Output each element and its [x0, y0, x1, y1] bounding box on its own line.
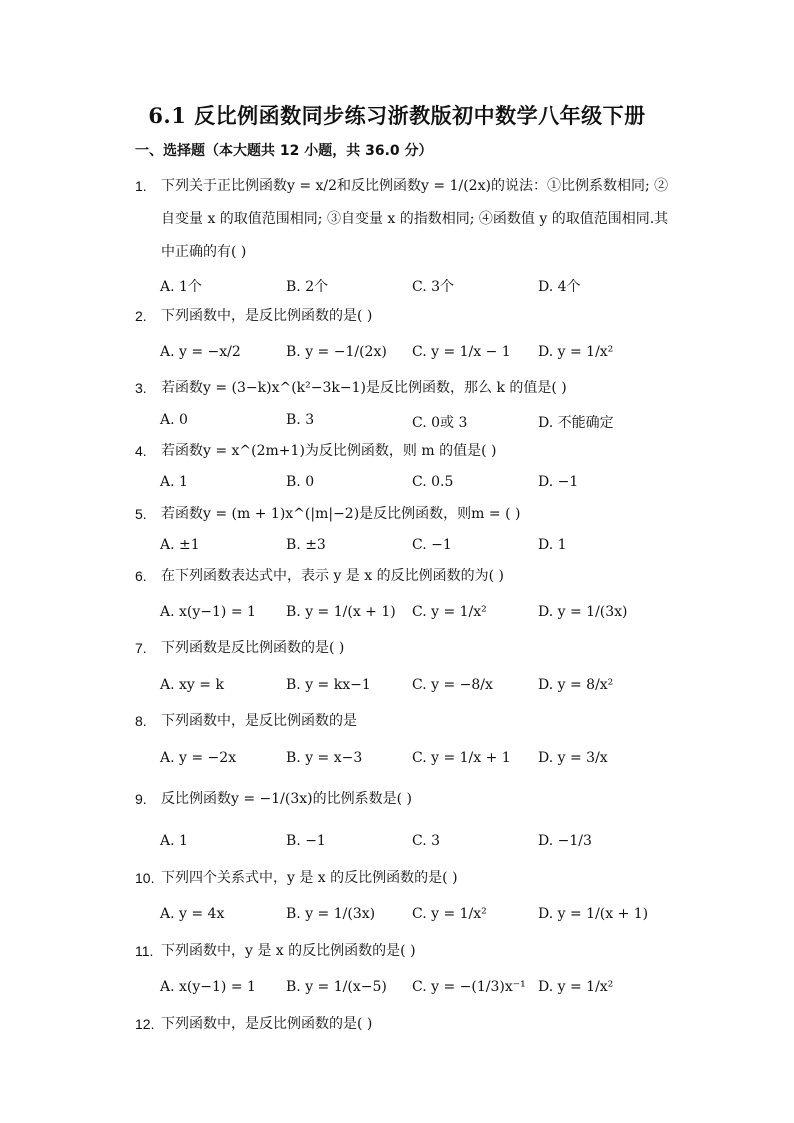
option-c[interactable]: C. 3	[412, 833, 441, 849]
option-a[interactable]: A. x(y−1) = 1	[160, 604, 256, 620]
option-a[interactable]: A. ±1	[160, 537, 200, 553]
option-d[interactable]: D. y = 1/x²	[538, 344, 614, 360]
option-d[interactable]: D. y = 8/x²	[538, 677, 614, 693]
question-number: 5.	[135, 506, 147, 522]
question-text: 若函数y = (m + 1)x^(|m|−2)是反比例函数，则m = ( )	[161, 506, 521, 522]
question-text: 下列函数中，是反比例函数的是( )	[161, 1016, 373, 1032]
option-d[interactable]: D. −1/3	[538, 833, 592, 849]
option-a[interactable]: A. 1个	[160, 279, 202, 295]
question-number: 6.	[135, 568, 147, 584]
question-text: 下列函数是反比例函数的是( )	[161, 640, 345, 656]
question-text: 下列函数中，是反比例函数的是( )	[161, 308, 373, 324]
option-a[interactable]: A. y = 4x	[160, 906, 225, 922]
option-c[interactable]: C. 0.5	[412, 474, 454, 490]
option-c[interactable]: C. −1	[412, 537, 452, 553]
question-text: 若函数y = x^(2m+1)为反比例函数，则 m 的值是( )	[161, 443, 497, 459]
option-b[interactable]: B. y = 1/(3x)	[286, 906, 376, 922]
question-text: 下列关于正比例函数y = x/2和反比例函数y = 1/(2x)的说法：①比例系数相同; ②自变量 x 的取值范围相同; ③自变量 x 的指数相同; ④函数值 y 的取值范围相同.其中正确的有( )	[161, 178, 669, 260]
option-c[interactable]: C. y = −(1/3)x⁻¹	[412, 979, 526, 995]
option-b[interactable]: B. y = 1/(x + 1)	[286, 604, 396, 620]
question-number: 8.	[135, 713, 147, 729]
option-a[interactable]: A. y = −2x	[160, 750, 237, 766]
option-d[interactable]: D. 1	[538, 537, 567, 553]
option-b[interactable]: B. 0	[286, 474, 315, 490]
question-text: 下列函数中，是反比例函数的是	[161, 713, 357, 729]
option-d[interactable]: D. 不能确定	[538, 415, 614, 431]
option-d[interactable]: D. −1	[538, 474, 579, 490]
option-c[interactable]: C. y = 1/x²	[412, 906, 487, 922]
option-c[interactable]: C. y = −8/x	[412, 677, 493, 693]
question-text: 下列函数中，y 是 x 的反比例函数的是( )	[161, 943, 416, 959]
option-a[interactable]: A. 1	[160, 833, 188, 849]
option-c[interactable]: C. y = 1/x²	[412, 604, 487, 620]
option-d[interactable]: D. y = 1/(x + 1)	[538, 906, 649, 922]
section-heading: 一、选择题（本大题共 12 小题，共 36.0 分）	[135, 143, 433, 159]
question-text: 在下列函数表达式中，表示 y 是 x 的反比例函数的为( )	[161, 568, 504, 584]
option-b[interactable]: B. y = x−3	[286, 750, 363, 766]
option-c[interactable]: C. y = 1/x − 1	[412, 344, 511, 360]
option-b[interactable]: B. −1	[286, 833, 326, 849]
question-number: 9.	[135, 791, 147, 807]
option-b[interactable]: B. y = 1/(x−5)	[286, 979, 387, 995]
question-number: 3.	[135, 380, 147, 396]
option-c[interactable]: C. 0或 3	[412, 415, 468, 431]
option-d[interactable]: D. y = 1/x²	[538, 979, 614, 995]
option-c[interactable]: C. 3个	[412, 279, 455, 295]
option-a[interactable]: A. 0	[160, 412, 188, 428]
question-number: 12.	[135, 1016, 155, 1032]
option-b[interactable]: B. 3	[286, 412, 315, 428]
option-b[interactable]: B. y = −1/(2x)	[286, 344, 387, 360]
option-a[interactable]: A. y = −x/2	[160, 344, 241, 360]
option-c[interactable]: C. y = 1/x + 1	[412, 750, 511, 766]
option-a[interactable]: A. xy = k	[160, 677, 224, 693]
option-b[interactable]: B. y = kx−1	[286, 677, 371, 693]
option-b[interactable]: B. ±3	[286, 537, 326, 553]
option-d[interactable]: D. y = 1/(3x)	[538, 604, 628, 620]
question-number: 7.	[135, 640, 147, 656]
question-text: 反比例函数y = −1/(3x)的比例系数是( )	[161, 791, 412, 807]
option-a[interactable]: A. x(y−1) = 1	[160, 979, 256, 995]
question-number: 2.	[135, 308, 147, 324]
option-b[interactable]: B. 2个	[286, 279, 329, 295]
page-title: 6.1 反比例函数同步练习浙教版初中数学八年级下册	[148, 103, 646, 128]
question-number: 1.	[135, 178, 147, 194]
question-text: 若函数y = (3−k)x^(k²−3k−1)是反比例函数，那么 k 的值是( )	[161, 380, 567, 396]
question-number: 11.	[135, 943, 154, 959]
question-text: 下列四个关系式中，y 是 x 的反比例函数的是( )	[161, 870, 458, 886]
question-number: 4.	[135, 443, 147, 459]
question-number: 10.	[135, 870, 155, 886]
option-a[interactable]: A. 1	[160, 474, 188, 490]
option-d[interactable]: D. y = 3/x	[538, 750, 608, 766]
option-d[interactable]: D. 4个	[538, 279, 581, 295]
